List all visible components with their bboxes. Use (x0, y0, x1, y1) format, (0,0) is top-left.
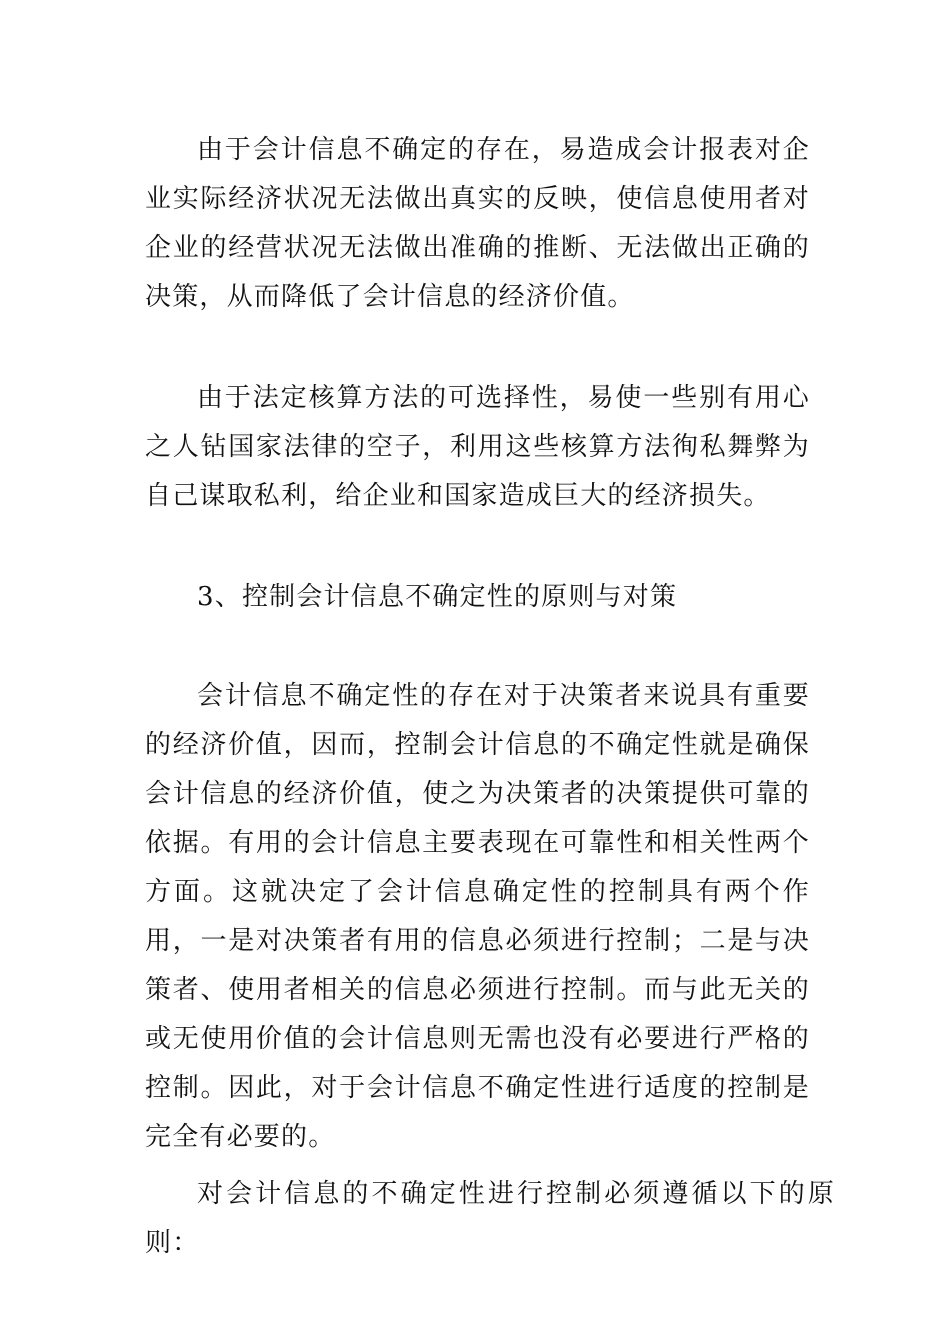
paragraph-control-value: 会计信息不确定性的存在对于决策者来说具有重要的经济价值，因而，控制会计信息的不确定性就是确保会计信息的经济价值，使之为决策者的决策提供可靠的依据。有用的会计信息主要表现在可靠性和相关性两个方面。这就决定了会计信息确定性的控制具有两个作用，一是对决策者有用的信息必须进行控制；二是与决策者、使用者相关的信息必须进行控制。而与此无关的或无使用价值的会计信息则无需也没有必要进行严格的控制。因此，对于会计信息不确定性进行适度的控制是完全有必要的。 (145, 681, 810, 1152)
section-heading-control-principles: 3、控制会计信息不确定性的原则与对策 (197, 582, 678, 612)
paragraph-principles-intro: 对会计信息的不确定性进行控制必须遵循以下的原则： (145, 1179, 835, 1258)
paragraph-accounting-method-risk: 由于法定核算方法的可选择性，易使一些别有用心之人钻国家法律的空子，利用这些核算方法徇私舞弊为自己谋取私利，给企业和国家造成巨大的经济损失。 (145, 383, 810, 511)
paragraph-uncertainty-impact: 由于会计信息不确定的存在，易造成会计报表对企业实际经济状况无法做出真实的反映，使信息使用者对企业的经营状况无法做出准确的推断、无法做出正确的决策，从而降低了会计信息的经济价值。 (145, 135, 810, 312)
